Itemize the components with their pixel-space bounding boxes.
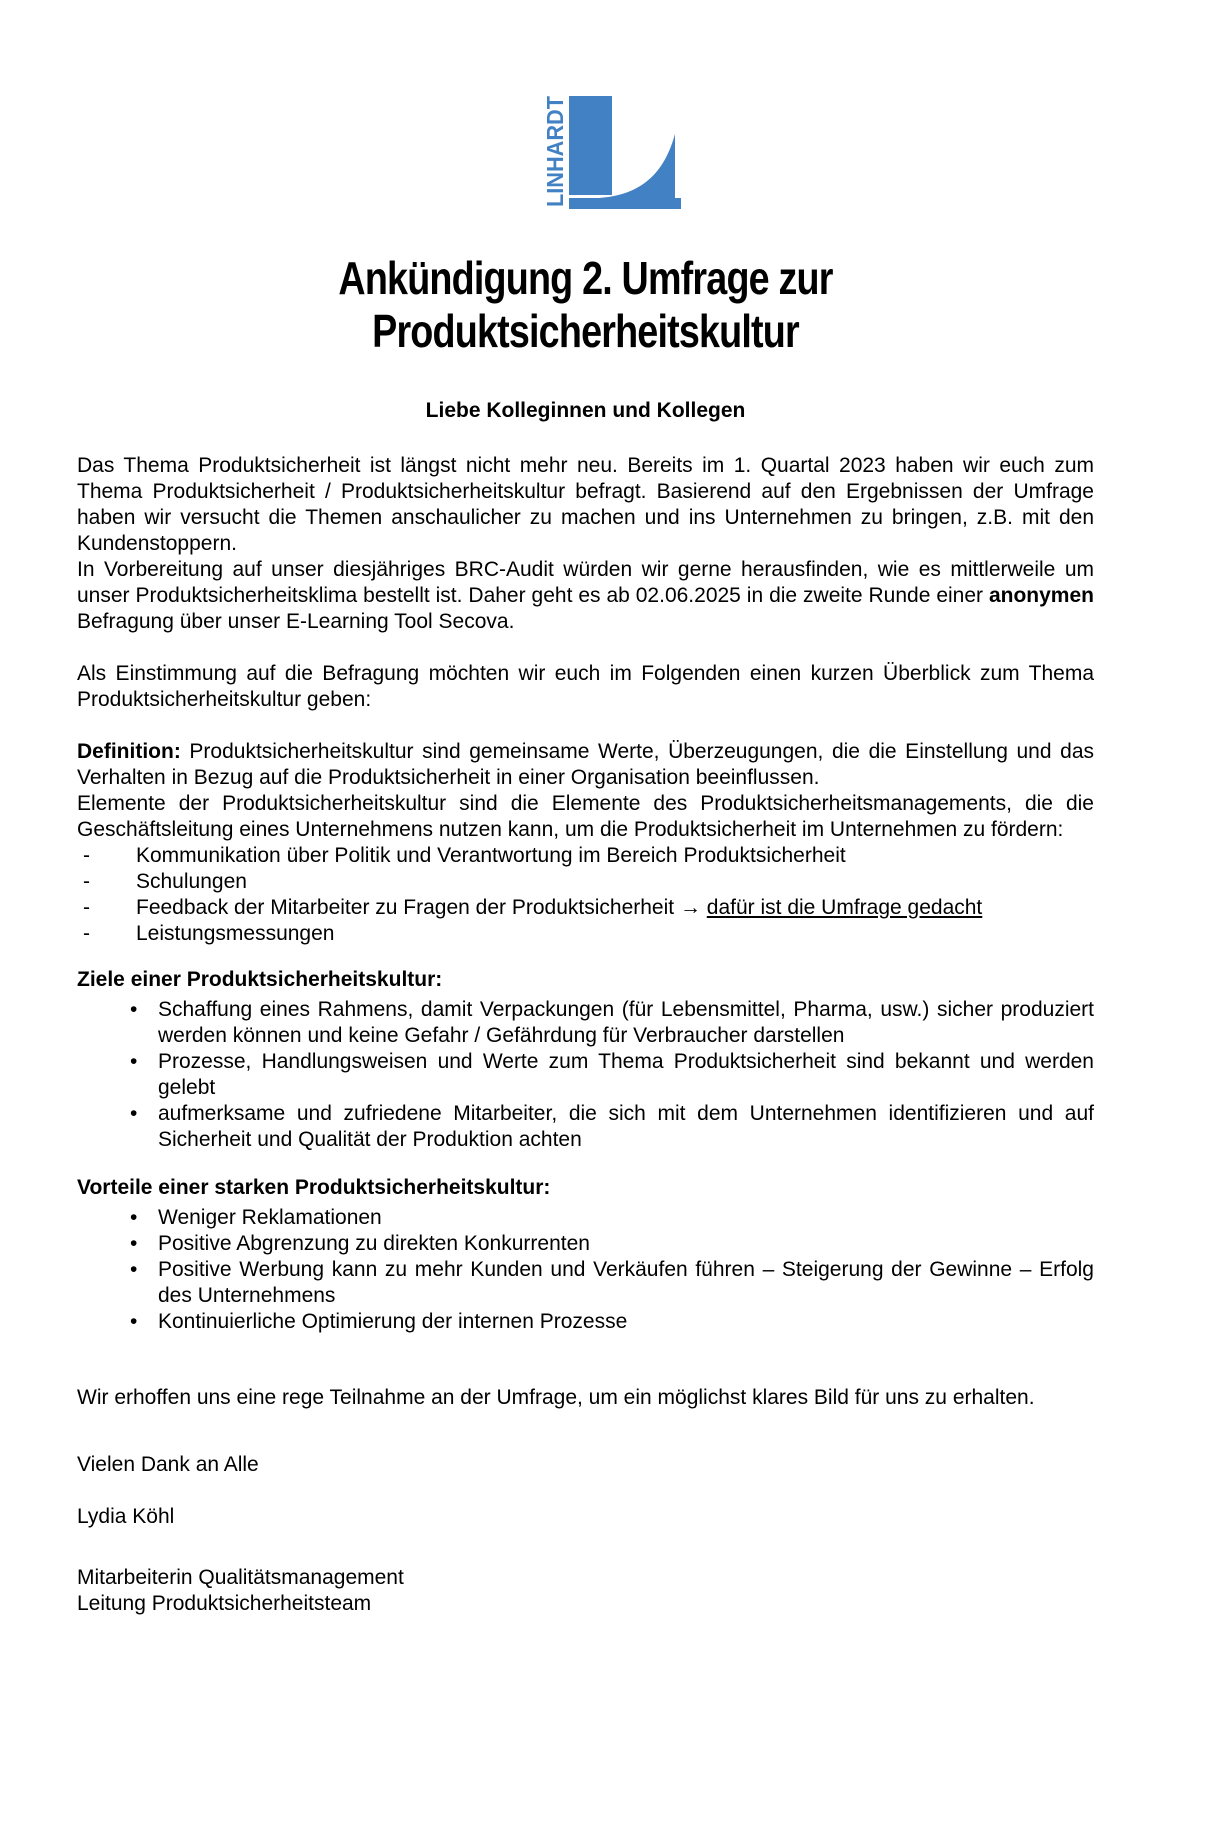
ziele-heading: Ziele einer Produktsicherheitskultur:	[77, 968, 443, 991]
ziele-bullet-list	[77, 997, 1094, 1153]
closing-wish: Wir erhoffen uns eine rege Teilnahme an der Umfrage, um ein möglichst klares Bild für uns zu erhalten.	[77, 1386, 1035, 1409]
dash-marker: -	[83, 922, 90, 945]
list-item-text: Positive Abgrenzung zu direkten Konkurrenten	[158, 1232, 590, 1255]
list-item	[77, 1205, 1094, 1231]
list-item	[77, 1257, 1094, 1309]
title-line-1: Ankündigung 2. Umfrage zur	[338, 252, 833, 304]
dash-marker: -	[83, 844, 90, 867]
list-item-text: Kommunikation über Politik und Verantwortung im Bereich Produktsicherheit	[136, 844, 846, 867]
list-item	[77, 997, 1094, 1049]
list-item-text: Schulungen	[136, 870, 247, 893]
bullet-marker: •	[130, 998, 138, 1021]
logo-brand-text: LINHARDT	[543, 89, 568, 207]
bullet-marker: •	[130, 1232, 138, 1255]
list-item-text: Prozesse, Handlungsweisen und Werte zum Thema Produktsicherheit sind bekannt und werden gelebt	[158, 1050, 1094, 1099]
einstimmung-paragraph: Als Einstimmung auf die Befragung möchten wir euch im Folgenden einen kurzen Überblick zum Thema Produktsicherheitskultur geben:	[77, 662, 1094, 711]
document-title	[169, 252, 1003, 358]
list-item-text: Feedback der Mitarbeiter zu Fragen der Produktsicherheit → dafür ist die Umfrage gedacht	[136, 896, 983, 919]
logo-l-vertical-bar	[569, 96, 612, 195]
bullet-marker: •	[130, 1310, 138, 1333]
list-item-text: Schaffung eines Rahmens, damit Verpackungen (für Lebensmittel, Pharma, usw.) sicher produziert werden können und keine Gefahr / Gefährdung für Verbraucher darstellen	[158, 998, 1094, 1047]
document-body	[0, 252, 1226, 1617]
closing-thanks: Vielen Dank an Alle	[77, 1453, 259, 1476]
vorteile-bullet-list	[77, 1205, 1094, 1335]
signer-name: Lydia Köhl	[77, 1505, 175, 1528]
elemente-dash-list	[77, 843, 1094, 947]
bullet-marker: •	[130, 1050, 138, 1073]
linhardt-logo-icon	[543, 84, 683, 209]
list-item-text: Positive Werbung kann zu mehr Kunden und Verkäufen führen – Steigerung der Gewinne – Erfolg des Unternehmens	[158, 1258, 1094, 1307]
list-item	[77, 921, 1094, 947]
list-item-text: Weniger Reklamationen	[158, 1206, 382, 1229]
bullet-marker: •	[130, 1102, 138, 1125]
list-item	[77, 869, 1094, 895]
dash-marker: -	[83, 896, 90, 919]
signer-role-1: Mitarbeiterin Qualitätsmanagement	[77, 1566, 404, 1589]
document-page	[0, 84, 1226, 1824]
salutation: Liebe Kolleginnen und Kollegen	[425, 399, 746, 422]
list-item	[77, 1049, 1094, 1101]
bullet-marker: •	[130, 1206, 138, 1229]
list-item	[77, 843, 1094, 869]
logo-l-horizontal-bar	[569, 198, 681, 209]
list-item	[77, 895, 1094, 921]
signer-roles	[77, 1565, 1094, 1617]
list-item	[77, 1101, 1094, 1153]
list-item-text: Kontinuierliche Optimierung der internen Prozesse	[158, 1310, 628, 1333]
bullet-marker: •	[130, 1258, 138, 1281]
list-item	[77, 1309, 1094, 1335]
signer-role-2: Leitung Produktsicherheitsteam	[77, 1592, 372, 1615]
elemente-paragraph: Elemente der Produktsicherheitskultur sind die Elemente des Produktsicherheitsmanagements, die die Geschäftsleitung eines Unternehmens nutzen kann, um die Produktsicherheit im Unternehmen zu fördern:	[77, 792, 1094, 841]
vorteile-heading: Vorteile einer starken Produktsicherheitskultur:	[77, 1176, 551, 1199]
definition-paragraph: Definition: Produktsicherheitskultur sind gemeinsame Werte, Überzeugungen, die die Einstellung und das Verhalten in Bezug auf die Produktsicherheit in einer Organisation beeinflussen.	[77, 740, 1094, 789]
dash-marker: -	[83, 870, 90, 893]
title-line-2: Produktsicherheitskultur	[372, 305, 799, 357]
list-item	[77, 1231, 1094, 1257]
list-item-text: Leistungsmessungen	[136, 922, 335, 945]
intro-paragraph-2: In Vorbereitung auf unser diesjähriges BRC-Audit würden wir gerne herausfinden, wie es mittlerweile um unser Produktsicherheitsklima bestellt ist. Daher geht es ab 02.06.2025 in die zweite Runde einer anonymen Befragung über unser E-Learning Tool Secova.	[77, 558, 1094, 633]
intro-paragraph-1: Das Thema Produktsicherheit ist längst nicht mehr neu. Bereits im 1. Quartal 2023 haben wir euch zum Thema Produktsicherheit / Produktsicherheitskultur befragt. Basierend auf den Ergebnissen der Umfrage haben wir versucht die Themen anschaulicher zu machen und ins Unternehmen zu bringen, z.B. mit den Kundenstoppern.	[77, 454, 1094, 555]
list-item-text: aufmerksame und zufriedene Mitarbeiter, die sich mit dem Unternehmen identifizieren und auf Sicherheit und Qualität der Produktion achten	[158, 1102, 1094, 1151]
company-logo	[543, 84, 683, 216]
